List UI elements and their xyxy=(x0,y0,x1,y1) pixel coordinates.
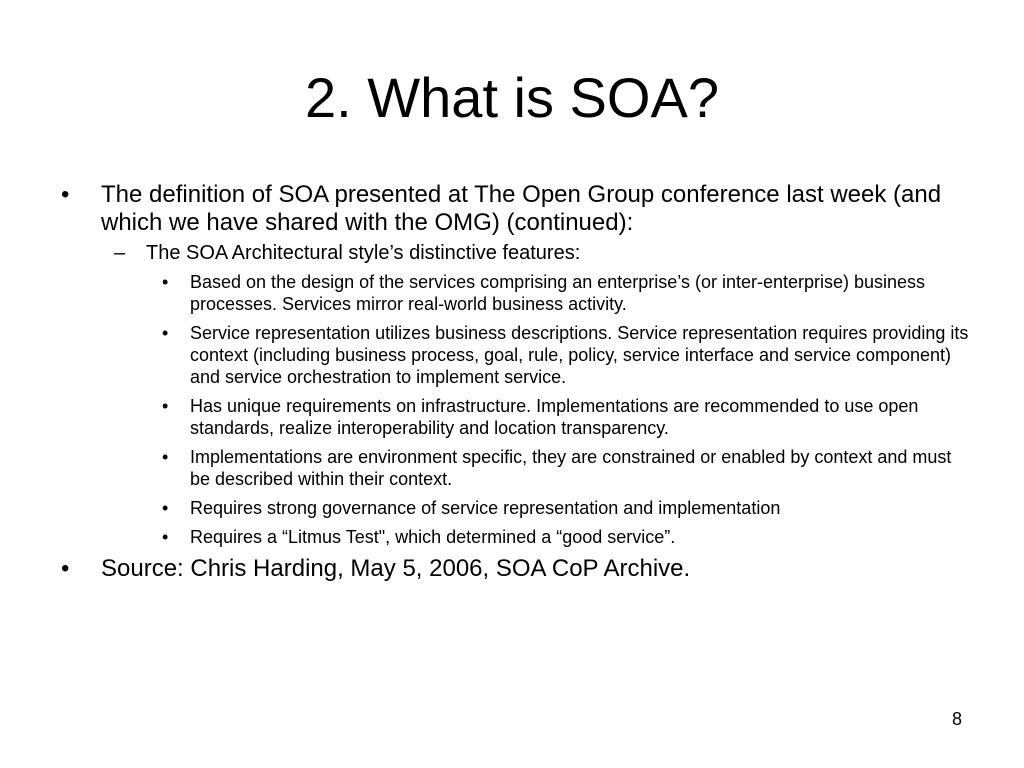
feature-text: Requires strong governance of service representation and implementation xyxy=(190,498,781,518)
feature-item xyxy=(0,271,970,315)
feature-item xyxy=(0,446,970,490)
bullet-marker: • xyxy=(162,396,169,416)
sub-bullet-text: The SOA Architectural style’s distinctive features: xyxy=(146,242,581,264)
bullet-list xyxy=(0,181,1024,583)
bullet-marker: • xyxy=(61,555,70,582)
dash-marker: – xyxy=(114,242,126,264)
slide-title: 2. What is SOA? xyxy=(305,66,719,129)
feature-text: Has unique requirements on infrastructure. Implementations are recommended to use open standards, realize interoperability and location transparency. xyxy=(190,396,919,438)
slide-number: 8 xyxy=(951,709,962,729)
bullet-definition xyxy=(0,181,971,237)
feature-item xyxy=(0,322,970,388)
feature-text: Requires a “Litmus Test", which determined a “good service”. xyxy=(190,527,676,547)
feature-text: Service representation utilizes business descriptions. Service representation requires providing its context (including business process, goal, rule, policy, service interface and service component) and service orchestration to implement service. xyxy=(190,323,969,387)
feature-text: Implementations are environment specific, they are constrained or enabled by context and must be described within their context. xyxy=(190,447,952,489)
bullet-marker: • xyxy=(162,323,169,343)
bullet-marker: • xyxy=(162,498,169,518)
feature-text: Based on the design of the services comprising an enterprise’s (or inter-enterprise) business processes. Services mirror real-world business activity. xyxy=(190,272,926,314)
bullet-marker: • xyxy=(61,181,70,208)
feature-item xyxy=(0,395,970,439)
bullet-marker: • xyxy=(162,272,169,292)
bullet-marker: • xyxy=(162,527,169,547)
slide-body xyxy=(0,181,1024,583)
sub-bullet-features-heading xyxy=(0,241,966,265)
source-text: Source: Chris Harding, May 5, 2006, SOA CoP Archive. xyxy=(101,555,691,582)
bullet-marker: • xyxy=(162,447,169,467)
feature-item xyxy=(0,497,970,519)
bullet-definition-text: The definition of SOA presented at The Open Group conference last week (and which we have shared with the OMG) (continued): xyxy=(101,181,942,236)
feature-item xyxy=(0,526,970,548)
bullet-source xyxy=(0,555,971,583)
